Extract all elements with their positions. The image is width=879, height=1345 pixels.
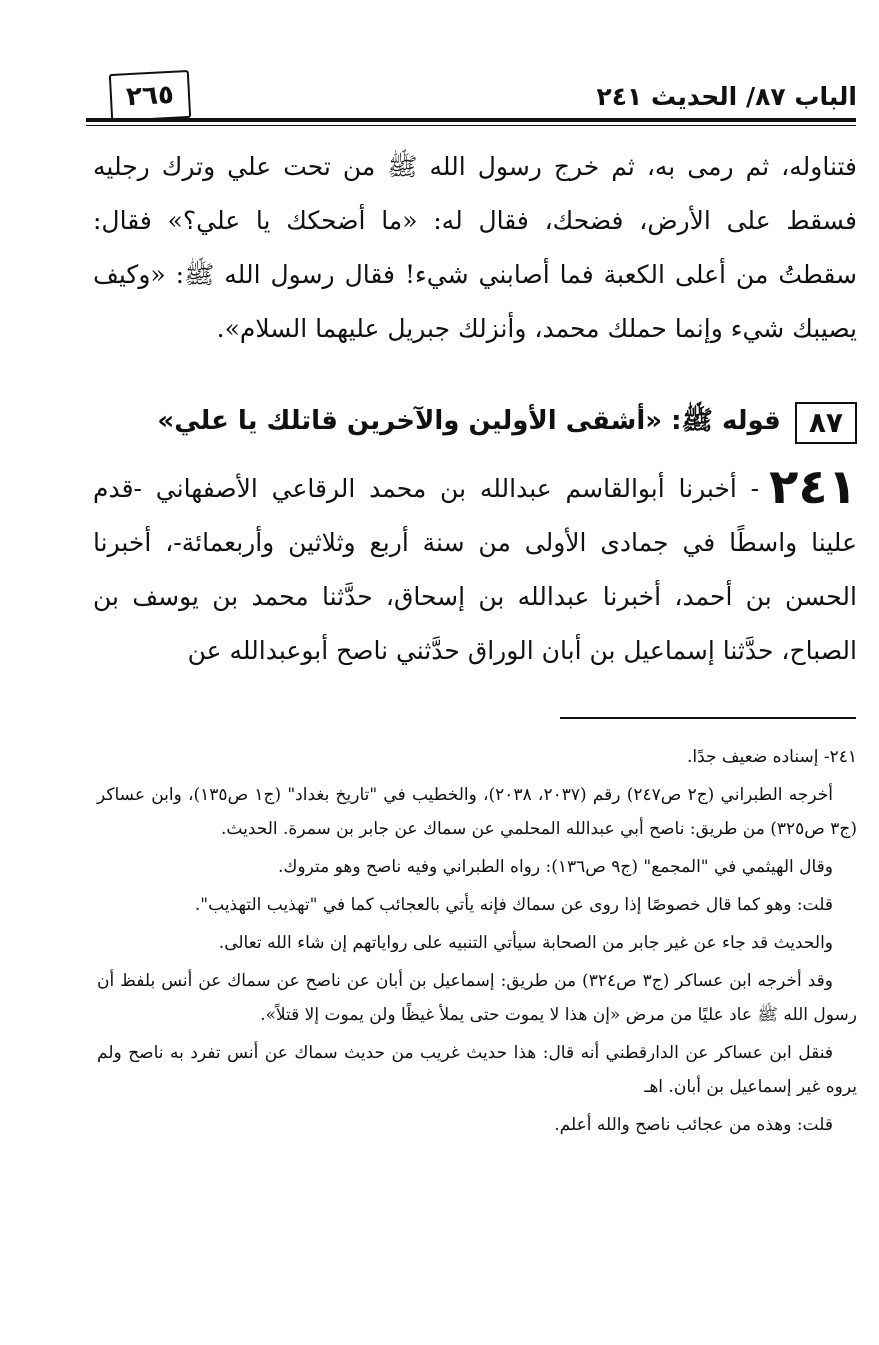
footnote-8: قلت: وهذه من عجائب ناصح والله أعلم. xyxy=(554,1115,833,1135)
page-number: ٢٦٥ xyxy=(109,70,191,122)
footnote-2: أخرجه الطبراني (ج٢ ص٢٤٧) رقم (٢٠٣٧، ٢٠٣٨)، والخطيب في "تاريخ بغداد" (ج١ ص١٣٥)، وابن عساكر (ج٣ ص٣٢٥) من طريق: ناصح أبي عبدالله المحلمي عن سماك عن جابر بن سمرة. الحديث. xyxy=(97,785,857,839)
hadith-number: ٢٤١ xyxy=(769,459,857,515)
footnote-4: قلت: وهو كما قال خصوصًا إذا روى عن سماك فإنه يأتي بالعجائب كما في "تهذيب التهذيب". xyxy=(194,895,833,915)
chapter-heading xyxy=(93,402,857,444)
chapter-number: ٨٧ xyxy=(795,402,857,444)
footnote-7: فنقل ابن عساكر عن الدارقطني أنه قال: هذا حديث غريب من حديث سماك عن أنس تفرد به ناصح ولم يروه غير إسماعيل بن أبان. اهـ xyxy=(97,1043,857,1097)
footnote-6: وقد أخرجه ابن عساكر (ج٣ ص٣٢٤) من طريق: إسماعيل بن أبان عن ناصح عن سماك عن أنس بلفظ أن رسول الله ﷺ عاد عليًا من مرض «إن هذا لا يموت حتى يملأ غيظًا ولن يموت إلا قتلاً». xyxy=(97,971,857,1025)
body-paragraph-1: فتناوله، ثم رمى به، ثم خرج رسول الله ﷺ من تحت علي وترك رجليه فسقط على الأرض، فضحك، فقال له: «ما أضحكك يا علي؟» فقال: سقطتُ من أعلى الكعبة فما أصابني شيء! فقال رسول الله ﷺ: «وكيف يصيبك شيء وإنما حملك محمد، وأنزلك جبريل عليهما السلام». xyxy=(93,152,857,343)
footnote-1: ٢٤١- إسناده ضعيف جدًا. xyxy=(686,747,857,767)
running-title: الباب ٨٧/ الحديث ٢٤١ xyxy=(596,82,857,111)
header-rule xyxy=(86,118,856,122)
footnote-5: والحديث قد جاء عن غير جابر من الصحابة سيأتي التنبيه على رواياتهم إن شاء الله تعالى. xyxy=(218,933,833,953)
body-paragraph-2 xyxy=(93,460,857,678)
footnote-separator xyxy=(560,717,856,719)
footnote-3: وقال الهيثمي في "المجمع" (ج٩ ص١٣٦): رواه الطبراني وفيه ناصح وهو متروك. xyxy=(277,857,833,877)
chapter-title: قوله ﷺ: «أشقى الأولين والآخرين قاتلك يا علي» xyxy=(157,406,781,436)
footnotes xyxy=(97,740,857,1146)
header-rule-thin xyxy=(86,125,856,126)
hadith-text: - أخبرنا أبوالقاسم عبدالله بن محمد الرقاعي الأصفهاني -قدم علينا واسطًا في جمادى الأولى من سنة أربع وثلاثين وأربعمائة-، أخبرنا الحسن بن أحمد، أخبرنا عبدالله بن إسحاق، حدَّثنا محمد بن يوسف بن الصباح، حدَّثنا إسماعيل بن أبان الوراق حدَّثني ناصح أبوعبدالله عن xyxy=(93,474,857,665)
